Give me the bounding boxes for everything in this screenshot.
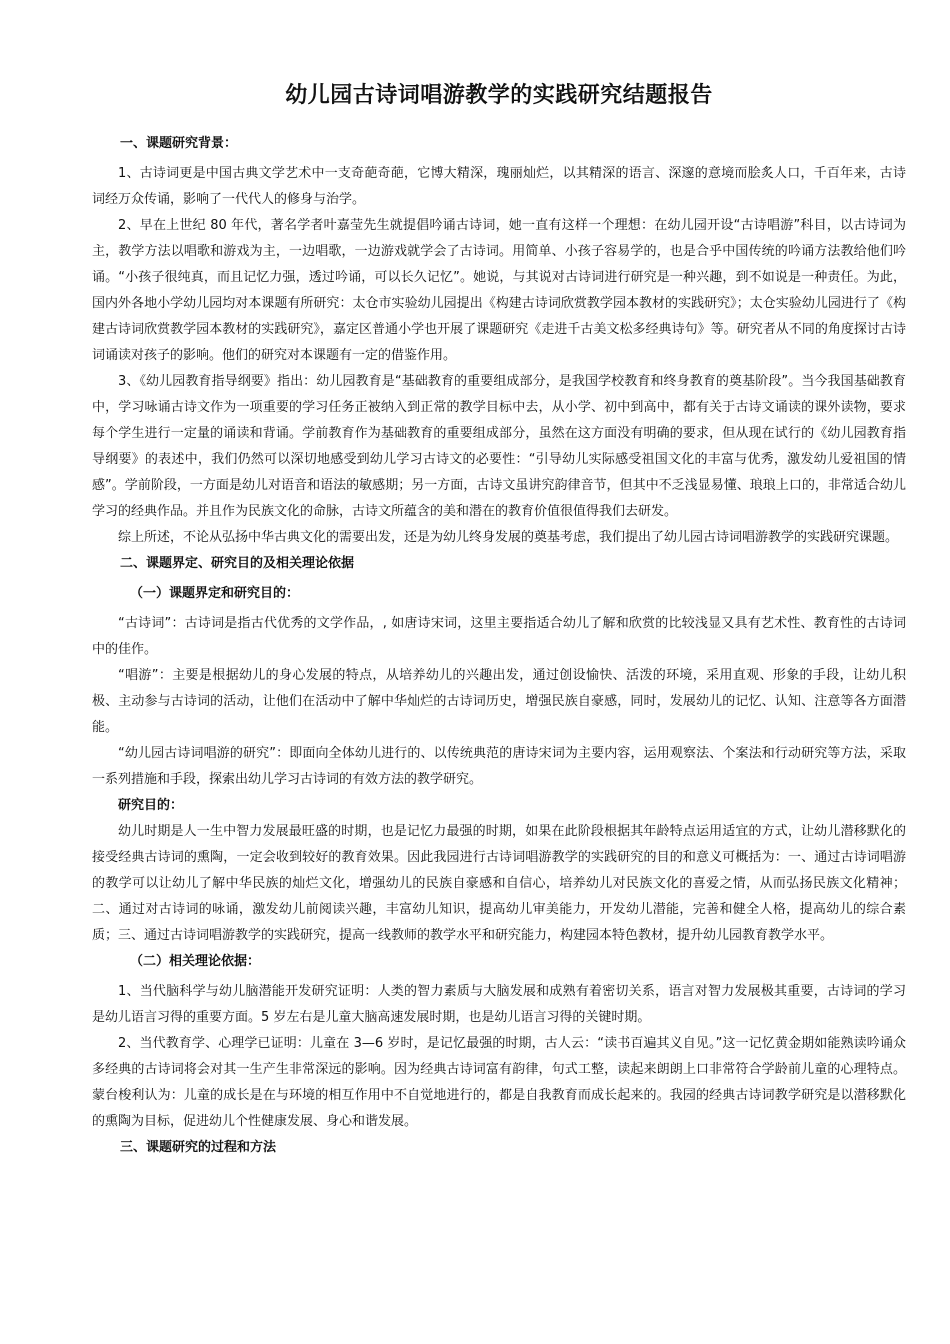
subsection-2-heading: （二）相关理论依据： bbox=[130, 954, 261, 969]
paragraph: 幼儿时期是人一生中智力发展最旺盛的时期，也是记忆力最强的时期，如果在此阶段根据其年龄特点运用适宜的方式，让幼儿潜移默化的接受经典古诗词的熏陶，一定会收到较好的教育效果。因此我园进行古诗词唱游教学的实践研究的目的和意义可概括为：一、通过古诗词唱游的教学可以让幼儿了解中华民族的灿烂文化，增强幼儿的民族自豪感和自信心，培养幼儿对民族文化的喜爱之情，从而弘扬民族文化精神；二、通过对古诗词的咏诵，激发幼儿前阅读兴趣，丰富幼儿知识，提高幼儿审美能力，开发幼儿潜能，完善和健全人格，提高幼儿的综合素质；三、通过古诗词唱游教学的实践研究，提高一线教师的教学水平和研究能力，构建园本特色教材，提升幼儿园教育教学水平。 bbox=[92, 824, 906, 943]
section-2-heading: 二、课题界定、研究目的及相关理论依据 bbox=[120, 556, 355, 571]
document-page bbox=[92, 78, 906, 1165]
section-1-heading: 一、课题研究背景： bbox=[120, 136, 238, 151]
section-3-heading: 三、课题研究的过程和方法 bbox=[120, 1140, 277, 1155]
paragraph: “古诗词”：古诗词是指古代优秀的文学作品，, 如唐诗宋词，这里主要指适合幼儿了解和欣赏的比较浅显又具有艺术性、教育性的古诗词中的佳作。 bbox=[92, 616, 906, 657]
paragraph: “幼儿园古诗词唱游的研究”：即面向全体幼儿进行的、以传统典范的唐诗宋词为主要内容，运用观察法、个案法和行动研究等方法，采取一系列措施和手段，探索出幼儿学习古诗词的有效方法的教学研究。 bbox=[92, 746, 906, 787]
paragraph: “唱游”：主要是根据幼儿的身心发展的特点，从培养幼儿的兴趣出发，通过创设愉快、活泼的环境，采用直观、形象的手段，让幼儿积极、主动参与古诗词的活动，让他们在活动中了解中华灿烂的古诗词历史，增强民族自豪感，同时，发展幼儿的记忆、认知、注意等各方面潜能。 bbox=[92, 668, 906, 735]
paragraph: 2、当代教育学、心理学已证明：儿童在 3—6 岁时，是记忆最强的时期，古人云：“读书百遍其义自见。”这一记忆黄金期如能熟读吟诵众多经典的古诗词将会对其一生产生非常深远的影响。因为经典古诗词富有韵律，句式工整，读起来朗朗上口非常符合学龄前儿童的心理特点。蒙台梭利认为：儿童的成长是在与环境的相互作用中不自觉地进行的，都是自我教育而成长起来的。我园的经典古诗词教学研究是以潜移默化的熏陶为目标，促进幼儿个性健康发展、身心和谐发展。 bbox=[92, 1036, 906, 1129]
subsection-1-heading: （一）课题界定和研究目的： bbox=[130, 586, 300, 601]
paragraph: 1、当代脑科学与幼儿脑潜能开发研究证明：人类的智力素质与大脑发展和成熟有着密切关系，语言对智力发展极其重要，古诗词的学习是幼儿语言习得的重要方面。5 岁左右是儿童大脑高速发展时期，也是幼儿语言习得的关键时期。 bbox=[92, 984, 906, 1025]
document-title: 幼儿园古诗词唱游教学的实践研究结题报告 bbox=[285, 83, 713, 108]
paragraph: 3、《幼儿园教育指导纲要》指出：幼儿园教育是“基础教育的重要组成部分，是我国学校教育和终身教育的奠基阶段”。当今我国基础教育中，学习咏诵古诗文作为一项重要的学习任务正被纳入到正常的教学目标中去，从小学、初中到高中，都有关于古诗文诵读的课外读物，要求每个学生进行一定量的诵读和背诵。学前教育作为基础教育的重要组成部分，虽然在这方面没有明确的要求，但从现在试行的《幼儿园教育指导纲要》的表述中，我们仍然可以深切地感受到幼儿学习古诗文的必要性：“引导幼儿实际感受祖国文化的丰富与优秀，激发幼儿爱祖国的情感”。学前阶段，一方面是幼儿对语音和语法的敏感期；另一方面，古诗文虽讲究韵律音节，但其中不乏浅显易懂、琅琅上口的，非常适合幼儿学习的经典作品。并且作为民族文化的命脉，古诗文所蕴含的美和潜在的教育价值很值得我们去研发。 bbox=[92, 374, 906, 519]
research-goal-heading: 研究目的： bbox=[118, 798, 184, 813]
paragraph: 2、早在上世纪 80 年代，著名学者叶嘉莹先生就提倡吟诵古诗词，她一直有这样一个理想：在幼儿园开设“古诗唱游”科目，以古诗词为主，教学方法以唱歌和游戏为主，一边唱歌，一边游戏就学会了古诗词。用简单、小孩子容易学的，也是合乎中国传统的吟诵方法教给他们吟诵。“小孩子很纯真，而且记忆力强，透过吟诵，可以长久记忆”。她说，与其说对古诗词进行研究是一种兴趣，到不如说是一种责任。为此，国内外各地小学幼儿园均对本课题有所研究：太仓市实验幼儿园提出《构建古诗词欣赏教学园本教材的实践研究》；太仓实验幼儿园进行了《构建古诗词欣赏教学园本教材的实践研究》，嘉定区普通小学也开展了课题研究《走进千古美文松多经典诗句》等。研究者从不同的角度探讨古诗词诵读对孩子的影响。他们的研究对本课题有一定的借鉴作用。 bbox=[92, 218, 906, 363]
paragraph: 1、古诗词更是中国古典文学艺术中一支奇葩奇葩，它博大精深，瑰丽灿烂，以其精深的语言、深邃的意境而脍炙人口，千百年来，古诗词经万众传诵，影响了一代代人的修身与治学。 bbox=[92, 166, 906, 207]
paragraph: 综上所述，不论从弘扬中华古典文化的需要出发，还是为幼儿终身发展的奠基考虑，我们提出了幼儿园古诗词唱游教学的实践研究课题。 bbox=[118, 530, 899, 545]
